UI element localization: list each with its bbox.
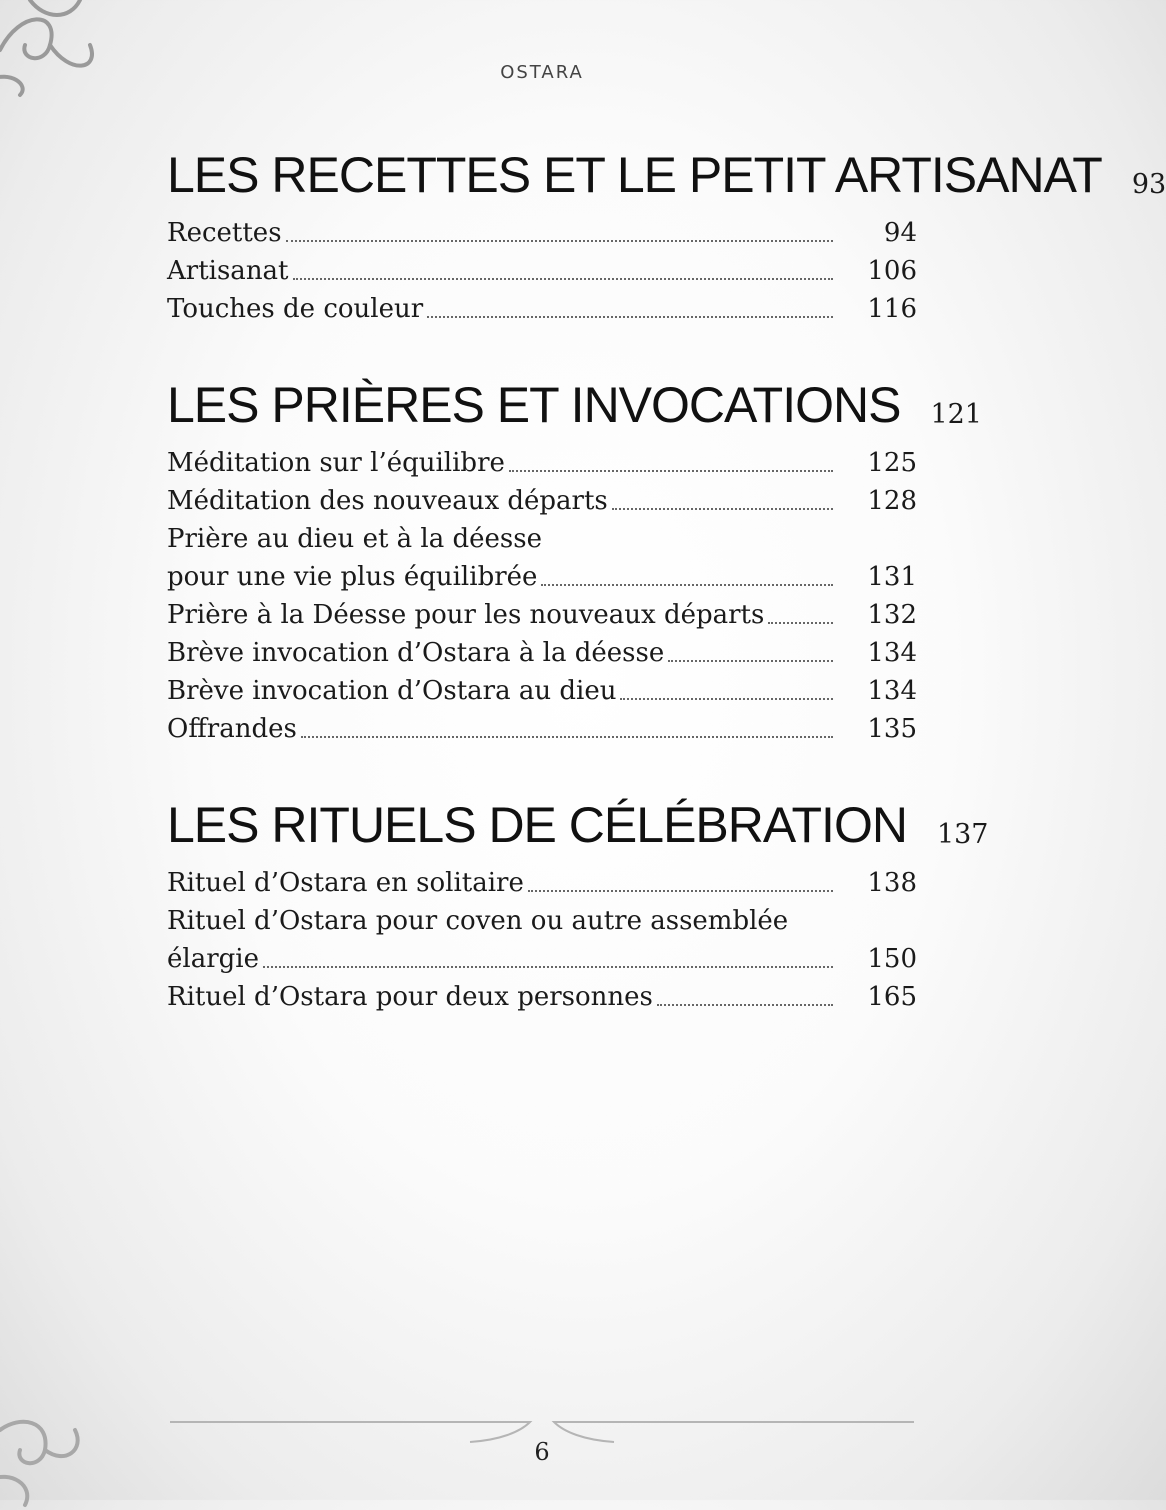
toc-entry[interactable] (167, 672, 917, 710)
toc-entry[interactable] (167, 482, 917, 520)
toc-entry[interactable] (167, 634, 917, 672)
toc-entry[interactable] (167, 214, 917, 252)
table-of-contents (167, 140, 1166, 1058)
entry-label: Rituel d’Ostara en solitaire (167, 868, 524, 898)
entry-page-number: 94 (883, 218, 917, 248)
section-heading[interactable] (167, 370, 982, 433)
toc-entry[interactable] (167, 252, 917, 290)
section-title: LES PRIÈRES ET INVOCATIONS (167, 377, 901, 433)
section-heading[interactable] (167, 790, 989, 853)
entry-page-number: 116 (867, 294, 917, 324)
entry-label: Brève invocation d’Ostara à la déesse (167, 638, 665, 668)
entry-label: Méditation des nouveaux départs (167, 486, 608, 516)
entry-label-line1: Prière au dieu et à la déesse (167, 524, 543, 554)
entry-page-number: 106 (867, 256, 917, 286)
entry-label: Artisanat (167, 256, 289, 286)
dot-leader (668, 660, 833, 662)
entry-label: Prière à la Déesse pour les nouveaux départs (167, 600, 765, 630)
corner-ornament-top-left (0, 0, 110, 100)
toc-entry[interactable] (167, 864, 917, 902)
toc-entry[interactable] (167, 710, 917, 748)
entry-label: Brève invocation d’Ostara au dieu (167, 676, 617, 706)
page-number: 6 (534, 1438, 550, 1466)
entry-label: Offrandes (167, 714, 297, 744)
section-heading[interactable] (167, 140, 1166, 203)
section-page-number: 121 (930, 399, 982, 430)
toc-entry[interactable] (167, 520, 917, 596)
entry-label: Recettes (167, 218, 282, 248)
toc-section (167, 370, 982, 748)
dot-leader (293, 278, 833, 280)
dot-leader (528, 890, 833, 892)
dot-leader (509, 470, 833, 472)
entry-label: Méditation sur l’équilibre (167, 448, 505, 478)
dot-leader (768, 622, 833, 624)
dot-leader (620, 698, 833, 700)
entry-page-number: 134 (867, 676, 917, 706)
entry-page-number: 134 (867, 638, 917, 668)
toc-entry[interactable] (167, 978, 917, 1016)
toc-section (167, 140, 1166, 328)
toc-entry[interactable] (167, 902, 917, 978)
entry-label: pour une vie plus équilibrée (167, 562, 538, 592)
dot-leader (286, 240, 833, 242)
dot-leader (612, 508, 833, 510)
entry-page-number: 131 (867, 562, 917, 592)
section-title: LES RITUELS DE CÉLÉBRATION (167, 797, 907, 853)
toc-entry[interactable] (167, 444, 917, 482)
entry-page-number: 125 (867, 448, 917, 478)
entry-page-number: 135 (867, 714, 917, 744)
dot-leader (301, 736, 833, 738)
toc-entry[interactable] (167, 290, 917, 328)
toc-entry[interactable] (167, 596, 917, 634)
toc-section (167, 790, 989, 1016)
entry-page-number: 150 (867, 944, 917, 974)
section-title: LES RECETTES ET LE PETIT ARTISANAT (167, 147, 1102, 203)
entry-label: élargie (167, 944, 259, 974)
entry-page-number: 132 (867, 600, 917, 630)
entry-page-number: 128 (867, 486, 917, 516)
section-page-number: 137 (936, 819, 989, 850)
dot-leader (541, 584, 833, 586)
entry-label: Rituel d’Ostara pour deux personnes (167, 982, 653, 1012)
dot-leader (657, 1004, 833, 1006)
running-head: OSTARA (500, 62, 584, 83)
entry-label: Touches de couleur (167, 294, 424, 324)
dot-leader (427, 316, 833, 318)
entry-page-number: 138 (867, 868, 917, 898)
section-page-number: 93 (1131, 169, 1166, 200)
entry-page-number: 165 (867, 982, 917, 1012)
dot-leader (263, 966, 833, 968)
entry-label-line1: Rituel d’Ostara pour coven ou autre assemblée (167, 906, 789, 936)
